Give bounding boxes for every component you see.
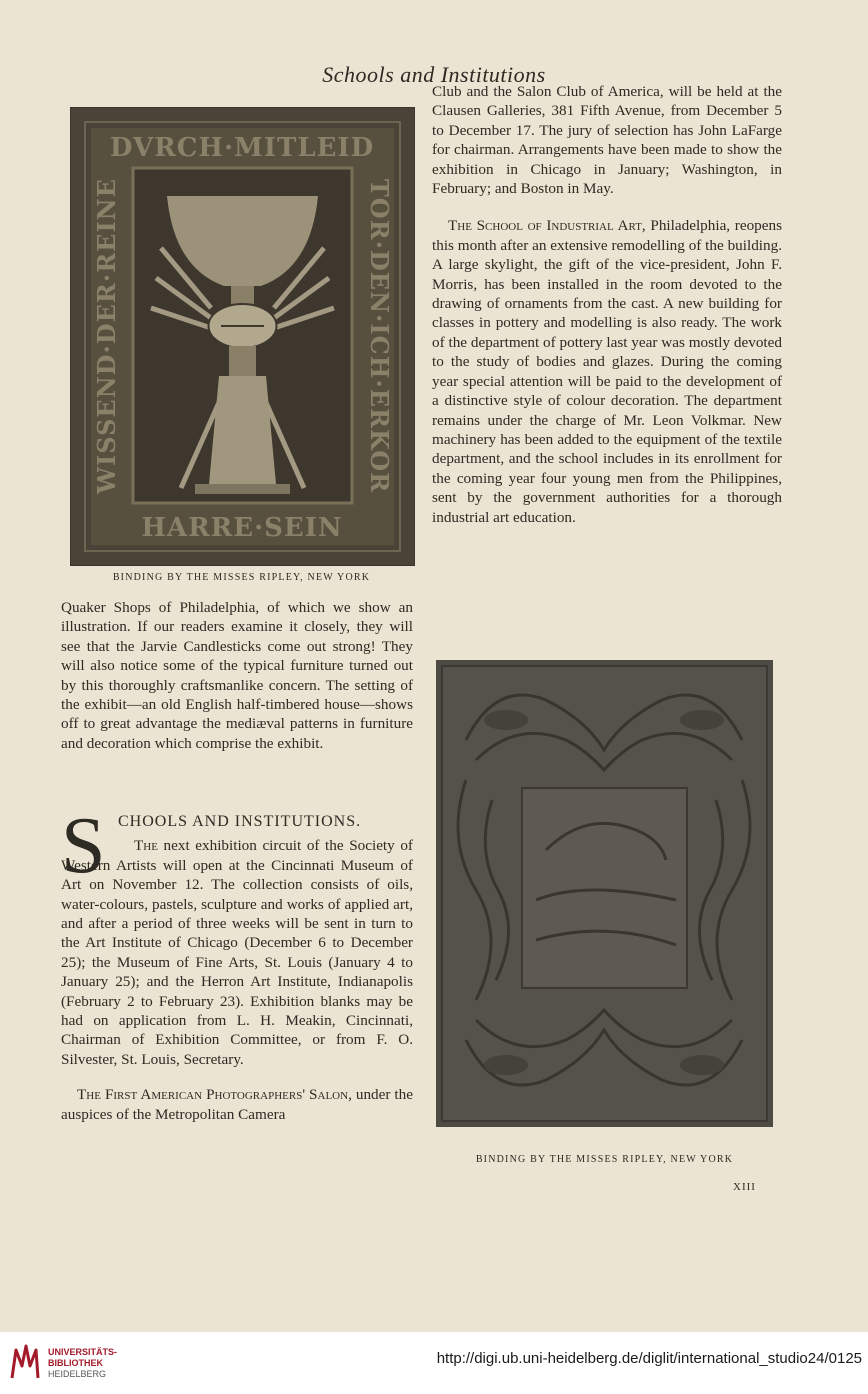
photographers-salon-lead: The First American Photographers' Salon xyxy=(77,1086,349,1104)
western-artists-body: next exhibition circuit of the Society of Western Artists will open at the Cincinnati Museum of Art on November 12. The collection consists of oils, water-colours, pastels, sculpture and works of applied art, and after a period of three weeks will be sent in turn to the Art Institute of Chicago (December 6 to December 25); the Museum of Fine Arts, St. Louis (January 4 to January 25); and the Herron Art Institute, Indianapolis (February 2 to February 23). Exhibition blanks may be had on application from L. H. Meakin, Cincinnati, Chairman of Exhibition Committee, or from F. O. Silvester, St. Louis, Secretary. xyxy=(61,837,413,1068)
binding-plate-1 xyxy=(70,107,415,566)
svg-text:DVRCH·MITLEID: DVRCH·MITLEID xyxy=(109,133,375,163)
drop-cap: S xyxy=(61,802,106,890)
binding-plate-2 xyxy=(436,660,773,1127)
photographers-salon-paragraph xyxy=(61,1085,413,1124)
permalink-url[interactable]: http://digi.ub.uni-heidelberg.de/diglit/international_studio24/0125 xyxy=(436,1350,862,1367)
left-column-top xyxy=(61,598,413,753)
schools-section xyxy=(61,802,413,1124)
binding-illustration-2 xyxy=(436,660,773,1127)
figure-1-caption: BINDING BY THE MISSES RIPLEY, NEW YORK xyxy=(112,572,371,583)
western-artists-lead: The xyxy=(134,837,158,855)
svg-text:WISSEND·DER·REINE: WISSEND·DER·REINE xyxy=(92,178,121,494)
library-name-line-1: UNIVERSITÄTS- xyxy=(48,1347,118,1357)
binding-illustration-1 xyxy=(71,108,414,565)
library-name-line-2: BIBLIOTHEK xyxy=(48,1358,103,1368)
footer-bar xyxy=(0,1332,868,1394)
photographers-salon-body: , under the auspices of the Metropolitan Camera xyxy=(61,1086,413,1123)
svg-text:HARRE·SEIN: HARRE·SEIN xyxy=(141,513,343,543)
library-name-line-3: HEIDELBERG xyxy=(48,1369,107,1379)
quaker-shops-paragraph: Quaker Shops of Philadelphia, of which we show an illustration. If our readers examine it closely, they will see that the Jarvie Candlesticks come out strong! They will also notice some of the typical furniture turned out by this thoroughly craftsmanlike concern. The setting of the exhibit—an old English half-timbered house—shows off to great advantage the mediæval patterns in furniture and decoration which comprise the exhibit. xyxy=(61,599,413,752)
industrial-art-body: , Philadelphia, reopens this month after an extensive remodelling of the building. A large skylight, the gift of the vice-president, John F. Morris, has been installed in the room devoted to the drawing of ornaments from the cast. A new building for classes in pottery and modelling is also ready. The work of the department of pottery last year was mostly devoted to the study of bodies and glazes. During the coming year special attention will be paid to the development of a distinctive style of colour decoration. The department remains under the charge of Mr. Leon Volkmar. New machinery has been added to the equipment of the textile department, and the school includes in its enrollment for the coming year four young men from the Philippines, sent by the government authorities for a thorough industrial art education. xyxy=(432,217,783,526)
figure-2-caption: BINDING BY THE MISSES RIPLEY, NEW YORK xyxy=(475,1154,734,1165)
page-number: XIII xyxy=(733,1181,756,1193)
library-logo-icon xyxy=(8,1342,42,1387)
industrial-art-paragraph xyxy=(432,216,782,527)
svg-text:TOR·DEN·ICH·ERKOR: TOR·DEN·ICH·ERKOR xyxy=(365,178,394,494)
industrial-art-lead: The School of Industrial Art xyxy=(448,217,642,235)
western-artists-paragraph xyxy=(61,836,413,1069)
salon-continuation-paragraph: Club and the Salon Club of America, will be held at the Clausen Galleries, 381 Fifth Avenue, from December 5 to December 17. The jury of selection has John LaFarge for chairman. Arrangements have been made to show the exhibition in Chicago in January; Washington, in February; and Boston in May. xyxy=(432,83,782,198)
section-heading: CHOOLS AND INSTITUTIONS. xyxy=(118,813,362,830)
library-name xyxy=(48,1347,117,1380)
right-column-top xyxy=(432,82,782,527)
running-head: Schools and Institutions xyxy=(322,62,546,87)
